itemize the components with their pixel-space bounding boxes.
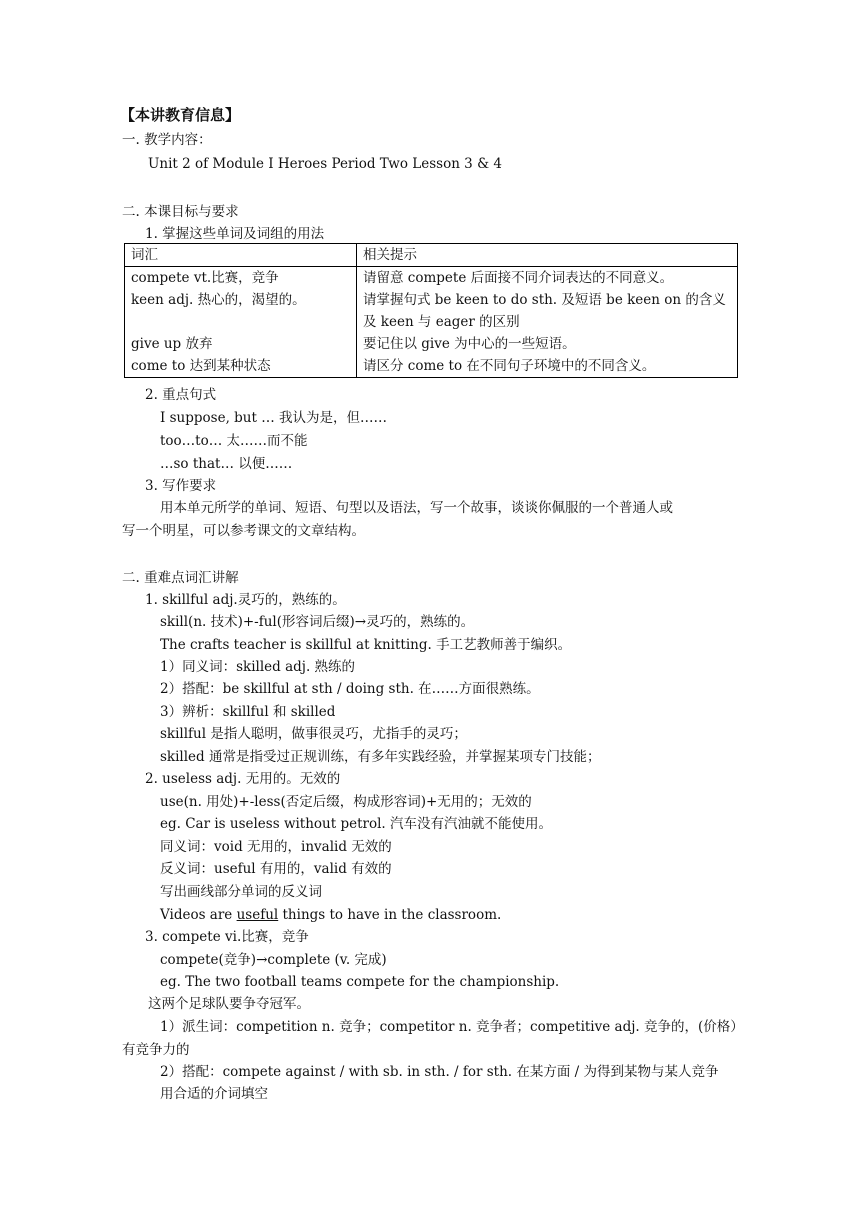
word2-line: 反义词：useful 有用的，valid 有效的 (160, 861, 392, 877)
tip-line: 及 keen 与 eager 的区别 (363, 314, 520, 330)
doc-title: 【本讲教育信息】 (120, 106, 241, 124)
word1-line: skillful 是指人聪明，做事很灵巧，尤指手的灵巧； (160, 726, 467, 742)
pattern-line: …so that… 以便…… (160, 456, 293, 472)
tip-line: 要记住以 give 为中心的一些短语。 (363, 336, 576, 352)
sec2-item2: 2. 重点句式 (145, 387, 217, 403)
tips-cell (357, 267, 738, 378)
vocab-word: compete vt.比赛，竞争 (131, 270, 279, 286)
word3-line: 1）派生词：competition n. 竞争；competitor n. 竞争者；competitive adj. 竞争的，(价格） (160, 1019, 744, 1035)
tip-line: 请区分 come to 在不同句子环境中的不同含义。 (363, 358, 656, 374)
word1-heading: 1. skillful adj.灵巧的，熟练的。 (145, 592, 346, 608)
sec3-heading: 二. 重难点词汇讲解 (122, 570, 239, 586)
word3-line: 用合适的介词填空 (160, 1086, 268, 1102)
vocab-word (131, 311, 350, 333)
sec1-content: Unit 2 of Module I Heroes Period Two Lesson 3 & 4 (148, 156, 502, 172)
example-post: things to have in the classroom. (278, 907, 502, 923)
word3-line: 这两个足球队要争夺冠军。 (148, 996, 310, 1012)
sec2-heading: 二. 本课目标与要求 (122, 204, 239, 220)
word2-example (160, 906, 501, 924)
table-header-vocab: 词汇 (125, 244, 357, 267)
sec1-heading: 一. 教学内容： (122, 132, 212, 148)
word2-line: 写出画线部分单词的反义词 (160, 884, 322, 900)
word1-line: skill(n. 技术)+-ful(形容词后缀)→灵巧的，熟练的。 (160, 614, 475, 630)
word2-heading: 2. useless adj. 无用的。无效的 (145, 771, 341, 787)
writing-line: 写一个明星，可以参考课文的文章结构。 (122, 523, 365, 539)
word2-line: eg. Car is useless without petrol. 汽车没有汽油就不能使用。 (160, 816, 553, 832)
table-row (125, 267, 738, 378)
word1-line: 2）搭配：be skillful at sth / doing sth. 在……方面很熟练。 (160, 681, 540, 697)
word2-line: 同义词：void 无用的，invalid 无效的 (160, 839, 392, 855)
vocab-cell (125, 267, 357, 378)
word3-heading: 3. compete vi.比赛，竞争 (145, 929, 309, 945)
word3-line: compete(竞争)→complete (v. 完成) (160, 952, 387, 968)
word1-line: 1）同义词：skilled adj. 熟练的 (160, 659, 356, 675)
pattern-line: I suppose, but … 我认为是，但…… (160, 410, 388, 426)
word3-line: eg. The two football teams compete for the championship. (160, 974, 560, 990)
writing-line: 用本单元所学的单词、短语、句型以及语法，写一个故事，谈谈你佩服的一个普通人或 (160, 500, 673, 516)
sec2-item1: 1. 掌握这些单词及词组的用法 (145, 226, 325, 242)
table-header-row (125, 244, 738, 267)
pattern-line: too…to… 太……而不能 (160, 433, 308, 449)
tip-line: 请掌握句式 be keen to do sth. 及短语 be keen on 的含义 (363, 292, 726, 308)
vocab-word: come to 达到某种状态 (131, 358, 271, 374)
word3-line: 有竞争力的 (122, 1042, 190, 1058)
word1-line: skilled 通常是指受过正规训练，有多年实践经验，并掌握某项专门技能； (160, 749, 601, 765)
word2-line: use(n. 用处)+-less(否定后缀，构成形容词)+无用的；无效的 (160, 794, 532, 810)
example-pre: Videos are (160, 907, 237, 923)
underlined-word: useful (236, 907, 279, 923)
vocab-word: keen adj. 热心的，渴望的。 (131, 292, 306, 308)
table-header-tips: 相关提示 (357, 244, 738, 267)
tip-line: 请留意 compete 后面接不同介词表达的不同意义。 (363, 270, 674, 286)
sec2-item3: 3. 写作要求 (145, 478, 217, 494)
word1-line: 3）辨析：skillful 和 skilled (160, 704, 336, 720)
word3-line: 2）搭配：compete against / with sb. in sth. / for sth. 在某方面 / 为得到某物与某人竞争 (160, 1064, 719, 1080)
vocab-table (124, 243, 738, 378)
word1-line: The crafts teacher is skillful at knitting. 手工艺教师善于编织。 (160, 637, 572, 653)
vocab-word: give up 放弃 (131, 336, 213, 352)
